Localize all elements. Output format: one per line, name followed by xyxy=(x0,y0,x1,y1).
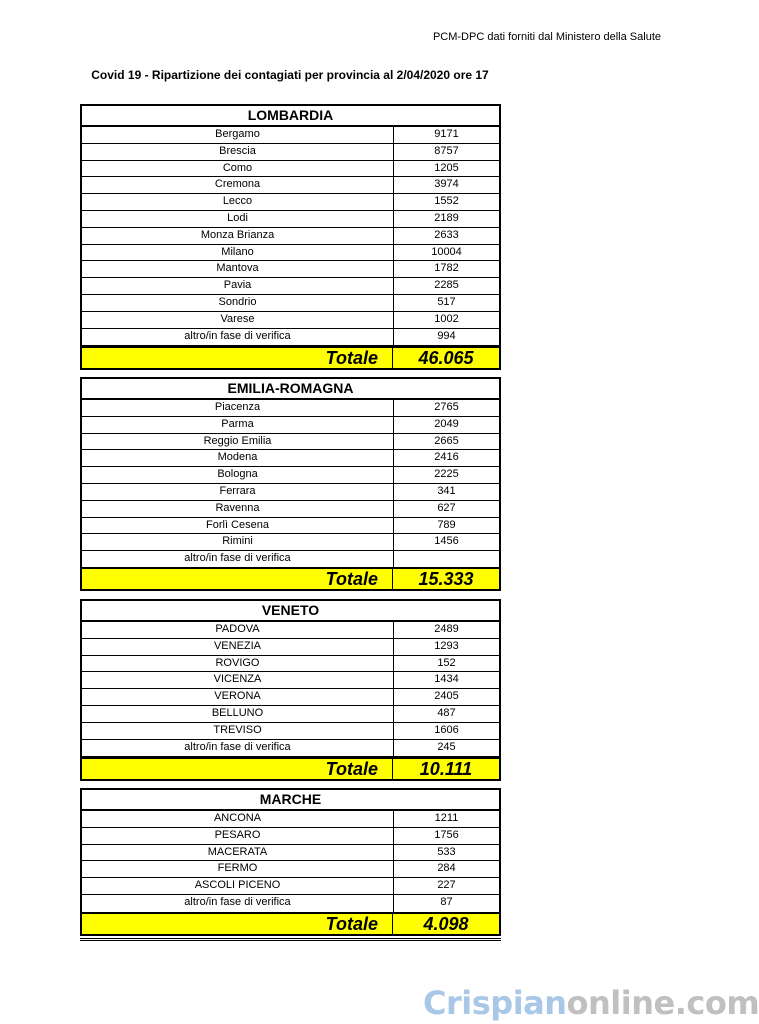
table-row xyxy=(82,417,499,434)
case-count: 1456 xyxy=(434,535,459,548)
province-name: BELLUNO xyxy=(82,706,394,722)
case-count: 2189 xyxy=(434,211,459,224)
region-name: EMILIA-ROMAGNA xyxy=(82,379,499,400)
table-row xyxy=(82,518,499,535)
table-row xyxy=(82,434,499,451)
province-name: Ravenna xyxy=(82,501,394,517)
case-count: 1002 xyxy=(434,312,459,325)
total-row xyxy=(80,346,501,370)
province-name: VENEZIA xyxy=(82,639,394,655)
region-name: LOMBARDIA xyxy=(82,106,499,127)
watermark-logo xyxy=(423,984,759,1022)
region-table-marche xyxy=(80,788,501,914)
province-name: Piacenza xyxy=(82,400,394,416)
case-count: 341 xyxy=(437,484,456,497)
province-name: Sondrio xyxy=(82,295,394,311)
province-name: VICENZA xyxy=(82,672,394,688)
province-name: Varese xyxy=(82,312,394,328)
watermark-part-1: Crispian xyxy=(423,984,567,1022)
total-row xyxy=(80,912,501,936)
case-count: 284 xyxy=(437,862,456,875)
province-name: Lecco xyxy=(82,194,394,210)
case-count: 1606 xyxy=(434,723,459,736)
province-name: Mantova xyxy=(82,261,394,277)
province-name: Parma xyxy=(82,417,394,433)
province-name: ANCONA xyxy=(82,811,394,827)
province-name: Lodi xyxy=(82,211,394,227)
region-name: VENETO xyxy=(82,601,499,622)
case-count xyxy=(394,551,499,568)
table-row xyxy=(82,501,499,518)
province-name: Brescia xyxy=(82,144,394,160)
province-name: Rimini xyxy=(82,534,394,550)
table-row xyxy=(82,639,499,656)
case-count: 517 xyxy=(437,295,456,308)
region-table-veneto xyxy=(80,599,501,758)
case-count: 2489 xyxy=(434,623,459,635)
table-row xyxy=(82,656,499,673)
table-row xyxy=(82,740,499,757)
province-name: Monza Brianza xyxy=(82,228,394,244)
case-count: 3974 xyxy=(434,178,459,191)
table-row xyxy=(82,845,499,862)
province-name: Reggio Emilia xyxy=(82,434,394,450)
table-row xyxy=(82,706,499,723)
table-row xyxy=(82,161,499,178)
table-row xyxy=(82,450,499,467)
case-count: 533 xyxy=(437,845,456,858)
table-row xyxy=(82,672,499,689)
province-name: Forlì Cesena xyxy=(82,518,394,534)
case-count: 1782 xyxy=(434,262,459,275)
table-row xyxy=(82,622,499,639)
case-count: 152 xyxy=(437,656,456,669)
case-count: 9171 xyxy=(434,128,459,140)
province-name: Modena xyxy=(82,450,394,466)
bottom-rule xyxy=(80,938,501,941)
region-table-emilia-romagna xyxy=(80,377,501,570)
province-name: Bergamo xyxy=(82,127,394,143)
total-label: Totale xyxy=(82,569,393,589)
table-row xyxy=(82,551,499,568)
province-name: Como xyxy=(82,161,394,177)
table-row xyxy=(82,467,499,484)
table-row xyxy=(82,127,499,144)
case-count: 1434 xyxy=(434,673,459,686)
province-name: Milano xyxy=(82,245,394,261)
table-row xyxy=(82,177,499,194)
province-name: FERMO xyxy=(82,861,394,877)
case-count: 245 xyxy=(437,740,456,753)
table-row xyxy=(82,312,499,329)
province-name: PADOVA xyxy=(82,622,394,638)
header-note: PCM-DPC dati forniti dal Ministero della Salute xyxy=(432,31,661,43)
table-row xyxy=(82,278,499,295)
table-row xyxy=(82,245,499,262)
province-name: Pavia xyxy=(82,278,394,294)
case-count: 2665 xyxy=(434,434,459,447)
case-count: 2049 xyxy=(434,417,459,430)
province-name: MACERATA xyxy=(82,845,394,861)
province-name: TREVISO xyxy=(82,723,394,739)
case-count: 2405 xyxy=(434,690,459,703)
table-row xyxy=(82,861,499,878)
province-name: Cremona xyxy=(82,177,394,193)
table-row xyxy=(82,194,499,211)
province-name: altro/in fase di verifica xyxy=(82,895,394,912)
province-name: ASCOLI PICENO xyxy=(82,878,394,894)
table-row xyxy=(82,400,499,417)
total-label: Totale xyxy=(82,759,393,779)
table-row xyxy=(82,211,499,228)
case-count: 2765 xyxy=(434,401,459,413)
table-row xyxy=(82,895,499,912)
table-row xyxy=(82,261,499,278)
region-table-lombardia xyxy=(80,104,501,347)
document-title: Covid 19 - Ripartizione dei contagiati per provincia al 2/04/2020 ore 17 xyxy=(91,68,489,82)
table-row xyxy=(82,689,499,706)
table-row xyxy=(82,828,499,845)
province-name: PESARO xyxy=(82,828,394,844)
case-count: 627 xyxy=(437,501,456,514)
table-row xyxy=(82,295,499,312)
case-count: 789 xyxy=(437,518,456,531)
case-count: 87 xyxy=(440,895,453,908)
province-name: altro/in fase di verifica xyxy=(82,740,394,757)
region-name: MARCHE xyxy=(82,790,499,811)
table-row xyxy=(82,534,499,551)
province-name: Bologna xyxy=(82,467,394,483)
total-row xyxy=(80,567,501,591)
case-count: 994 xyxy=(437,329,456,342)
case-count: 10004 xyxy=(431,245,462,258)
table-row xyxy=(82,329,499,346)
province-name: altro/in fase di verifica xyxy=(82,329,394,346)
province-name: VERONA xyxy=(82,689,394,705)
total-row xyxy=(80,757,501,781)
total-value: 46.065 xyxy=(418,348,474,368)
table-row xyxy=(82,811,499,828)
case-count: 8757 xyxy=(434,144,459,157)
case-count: 2633 xyxy=(434,228,459,241)
total-label: Totale xyxy=(82,348,393,368)
case-count: 2285 xyxy=(434,279,459,292)
total-value: 4.098 xyxy=(423,914,469,934)
watermark-part-2: online.com xyxy=(566,984,759,1022)
case-count: 1293 xyxy=(434,639,459,652)
case-count: 1211 xyxy=(434,812,459,824)
province-name: Ferrara xyxy=(82,484,394,500)
table-row xyxy=(82,723,499,740)
case-count: 1205 xyxy=(434,161,459,174)
table-row xyxy=(82,484,499,501)
case-count: 227 xyxy=(437,879,456,892)
total-label: Totale xyxy=(82,914,393,934)
province-name: altro/in fase di verifica xyxy=(82,551,394,568)
case-count: 1756 xyxy=(434,828,459,841)
total-value: 15.333 xyxy=(418,569,474,589)
table-row xyxy=(82,878,499,895)
case-count: 2416 xyxy=(434,451,459,464)
table-row xyxy=(82,144,499,161)
table-row xyxy=(82,228,499,245)
case-count: 487 xyxy=(437,706,456,719)
province-name: ROVIGO xyxy=(82,656,394,672)
case-count: 1552 xyxy=(434,195,459,208)
total-value: 10.111 xyxy=(419,759,473,779)
case-count: 2225 xyxy=(434,468,459,481)
